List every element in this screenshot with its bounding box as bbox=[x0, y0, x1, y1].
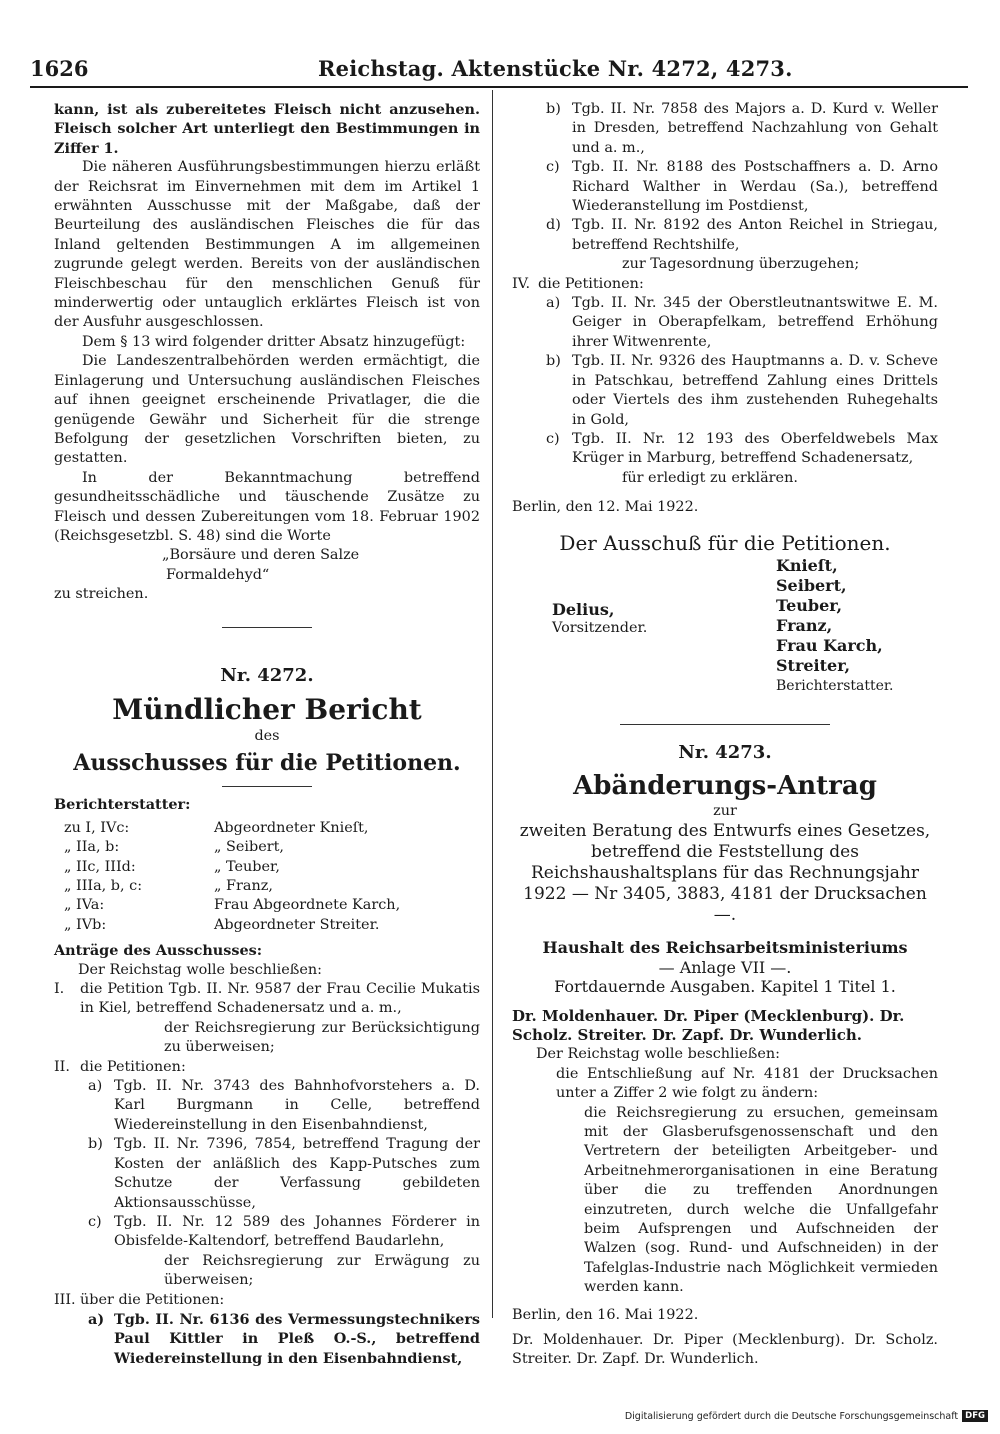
chapter-label: Fortdauernde Ausgaben. Kapitel 1 Titel 1. bbox=[554, 977, 896, 997]
member-name: Teuber, bbox=[776, 595, 843, 615]
petition-item: a) Tgb. II. Nr. 6136 des Vermessungstechnikers Paul Kittler in Pleß O.-S., betreffend Wiedereinstellung in den Eisenbahndienst, bbox=[88, 1310, 480, 1367]
resolve-intro: Der Reichstag wolle beschließen: bbox=[536, 1046, 781, 1063]
paragraph: In der Bekanntmachung betreffend gesundheitsschädliche und täuschende Zusätze zu Fleisch und dessen Zubereitungen vom 18. Februar 1902 (Reichsgesetzbl. S. 48) sind die Worte bbox=[54, 469, 480, 544]
signatures bbox=[512, 556, 938, 706]
section-rule bbox=[620, 724, 830, 725]
petition-item: c) Tgb. II. Nr. 12 589 des Johannes Förderer in Obisfelde-Kaltendorf, betreffend Baudarlehn, bbox=[88, 1213, 480, 1250]
page-header bbox=[30, 56, 968, 88]
reporters-table bbox=[54, 819, 480, 935]
motion-text: die Entschließung auf Nr. 4181 der Drucksachen unter a Ziffer 2 wie folgt zu ändern: bbox=[556, 1065, 938, 1102]
reporters-heading: Berichterstatter: bbox=[54, 796, 191, 814]
member-role: Berichterstatter. bbox=[776, 677, 894, 694]
member-name: Franz, bbox=[776, 615, 833, 635]
running-title: Reichstag. Aktenstücke Nr. 4272, 4273. bbox=[318, 56, 793, 81]
title-connector: zur bbox=[713, 802, 737, 819]
page-number: 1626 bbox=[30, 56, 89, 81]
motion-tail: für erledigt zu erklären. bbox=[622, 469, 798, 486]
document-number: Nr. 4272. bbox=[220, 664, 314, 686]
sponsors: Dr. Moldenhauer. Dr. Piper (Mecklenburg). Dr. Scholz. Streiter. Dr. Zapf. Dr. Wunderlich. bbox=[512, 1006, 905, 1044]
paragraph: kann, ist als zubereitetes Fleisch nicht anzusehen. Fleisch solcher Art unterliegt den Bestimmungen in Ziffer 1. bbox=[54, 101, 480, 157]
digitization-footer bbox=[625, 1410, 988, 1422]
reporter-row: „ IIa, b: „ Seibert, bbox=[64, 839, 284, 856]
document-subtitle: Ausschusses für die Petitionen. bbox=[73, 750, 461, 777]
petition-item: b) Tgb. II. Nr. 7858 des Majors a. D. Kurd v. Weller in Dresden, betreffend Nachzahlung von Gehalt und a. m., bbox=[546, 101, 938, 156]
title-connector: des bbox=[254, 727, 280, 744]
date-line: Berlin, den 12. Mai 1922. bbox=[512, 499, 699, 516]
motion-text: die Reichsregierung zu ersuchen, gemeinsam mit der Glasberufsgenossenschaft und den Vertretern der beteiligten Arbeitgeber- und Arbeitnehmerorganisationen in eine Beratung über die zu treffenden Anordnungen einzutreten, durch welche die Unfallgefahr beim Aufsprengen und Aufschneiden der Walzen (sog. Rund- und Aufschneiden) in der Tafelglas-Industrie nach Möglichkeit vermieden werden kann. bbox=[584, 1104, 938, 1296]
motions-heading: Anträge des Ausschusses: bbox=[54, 942, 263, 960]
reporter-row: „ IVb: Abgeordneter Streiter. bbox=[64, 916, 380, 933]
paragraph: Dem § 13 wird folgender dritter Absatz hinzugefügt: bbox=[82, 333, 466, 350]
footer-text: Digitalisierung gefördert durch die Deutsche Forschungsgemeinschaft bbox=[624, 1410, 959, 1422]
paragraph: zu streichen. bbox=[54, 586, 149, 603]
date-line: Berlin, den 16. Mai 1922. bbox=[512, 1306, 699, 1323]
petition-item: a) Tgb. II. Nr. 345 der Oberstleutnantswitwe E. M. Geiger in Oberapfelkam, betreffend Erhöhung ihrer Witwenrente, bbox=[546, 295, 938, 350]
petition-item: b) Tgb. II. Nr. 9326 des Hauptmanns a. D. v. Scheve in Patschkau, betreffend Zahlung eines Drittels oder Viertels des ihm zustehenden Ruhegehalts in Gold, bbox=[546, 353, 938, 428]
petition-item: a) Tgb. II. Nr. 3743 des Bahnhofvorstehers a. D. Karl Burgmann in Celle, betreffend Wiedereinstellung in den Eisenbahndienst, bbox=[88, 1078, 480, 1133]
petition-item: b) Tgb. II. Nr. 7396, 7854, betreffend Tragung der Kosten der anläßlich des Kapp-Putsches zum Schutze der Verfassung gebildeten Aktionsausschüsse, bbox=[88, 1136, 480, 1211]
motion-item: II. die Petitionen: bbox=[54, 1058, 186, 1075]
motion-item: IV. die Petitionen: bbox=[512, 275, 644, 292]
document-title: Mündlicher Bericht bbox=[112, 692, 422, 726]
member-signatures bbox=[776, 556, 894, 696]
motions-intro: Der Reichstag wolle beschließen: bbox=[78, 961, 323, 978]
reporter-row: „ IVa: Frau Abgeordnete Karch, bbox=[64, 897, 401, 914]
committee-name: Der Ausschuß für die Petitionen. bbox=[559, 530, 891, 555]
member-name: Streiter, bbox=[776, 655, 851, 675]
left-column bbox=[54, 100, 480, 1368]
motion-item: III. über die Petitionen: bbox=[54, 1291, 225, 1308]
paragraph: Die näheren Ausführungsbestimmungen hierzu erläßt der Reichsrat im Einvernehmen mit dem im Artikel 1 erwähnten Ausschusse mit der Maßgabe, daß der Beurteilung des ausländischen Fleisches die für das Inland geltenden Bestimmungen A im allgemeinen zugrunde gelegt werden. Bereits von der ausländischen Fleischbeschau für den menschlichen Genuß für minderwertig oder untauglich erklärtes Fleisch ist von der Ausfuhr ausgeschlossen. bbox=[54, 159, 480, 331]
reporter-row: „ IIIa, b, c: „ Franz, bbox=[64, 878, 273, 894]
member-name: Frau Karch, bbox=[776, 635, 883, 655]
motion-item: I. die Petition Tgb. II. Nr. 9587 der Frau Cecilie Mukatis in Kiel, betreffend Schadenersatz und a. m., bbox=[54, 981, 480, 1017]
petition-item: c) Tgb. II. Nr. 12 193 des Oberfeldwebels Max Krüger in Marburg, betreffend Schadenersatz, bbox=[546, 430, 938, 467]
document-subtitle: zweiten Beratung des Entwurfs eines Gesetzes, betreffend die Feststellung des Reichshaushaltsplans für das Rechnungsjahr 1922 — Nr 3405, 3883, 4181 der Drucksachen —. bbox=[519, 821, 931, 926]
signers: Dr. Moldenhauer. Dr. Piper (Mecklenburg). Dr. Scholz. Streiter. Dr. Zapf. Dr. Wunderlich. bbox=[512, 1332, 938, 1368]
reporter-row: „ IIc, IIId: „ Teuber, bbox=[64, 858, 280, 875]
motion-tail: der Reichsregierung zur Erwägung zu überweisen; bbox=[164, 1252, 480, 1289]
reporter-row: zu I, IVc: Abgeordneter Knieſt, bbox=[64, 819, 369, 836]
motion-tail: zur Tagesordnung überzugehen; bbox=[622, 256, 860, 273]
member-name: Knieſt, bbox=[776, 555, 838, 575]
annex-label: — Anlage VII —. bbox=[658, 957, 792, 977]
chair-signature: Delius, Vorsitzender. bbox=[552, 599, 648, 636]
quote-line: Formaldehyd“ bbox=[166, 566, 270, 583]
document-title: Abänderungs-Antrag bbox=[573, 770, 877, 801]
petition-item: d) Tgb. II. Nr. 8192 des Anton Reichel in Striegau, betreffend Rechtshilfe, bbox=[546, 217, 938, 253]
quote-line: „Borsäure und deren Salze bbox=[162, 547, 360, 564]
petition-item: c) Tgb. II. Nr. 8188 des Postschaffners a. D. Arno Richard Walther in Werdau (Sa.), betreffend Wiederanstellung im Postdienst, bbox=[546, 159, 938, 215]
section-rule bbox=[222, 627, 312, 628]
motion-tail: der Reichsregierung zur Berücksichtigung zu überweisen; bbox=[164, 1019, 480, 1056]
dfg-logo: DFG bbox=[962, 1410, 988, 1422]
paragraph: Die Landeszentralbehörden werden ermächtigt, die Einlagerung und Untersuchung ausländischen Fleisches auf ihnen geeignet erscheinende Privatlager, die die genügende Gewähr und Sicherheit für die strenge Befolgung der gesetzlichen Vorschriften bieten, zu gestatten. bbox=[54, 353, 480, 467]
budget-heading: Haushalt des Reichsarbeitsministeriums bbox=[542, 938, 908, 958]
section-rule bbox=[222, 786, 312, 787]
member-name: Seibert, bbox=[776, 575, 847, 595]
column-divider bbox=[492, 90, 493, 1318]
document-number: Nr. 4273. bbox=[678, 741, 772, 763]
right-column bbox=[512, 100, 938, 1370]
